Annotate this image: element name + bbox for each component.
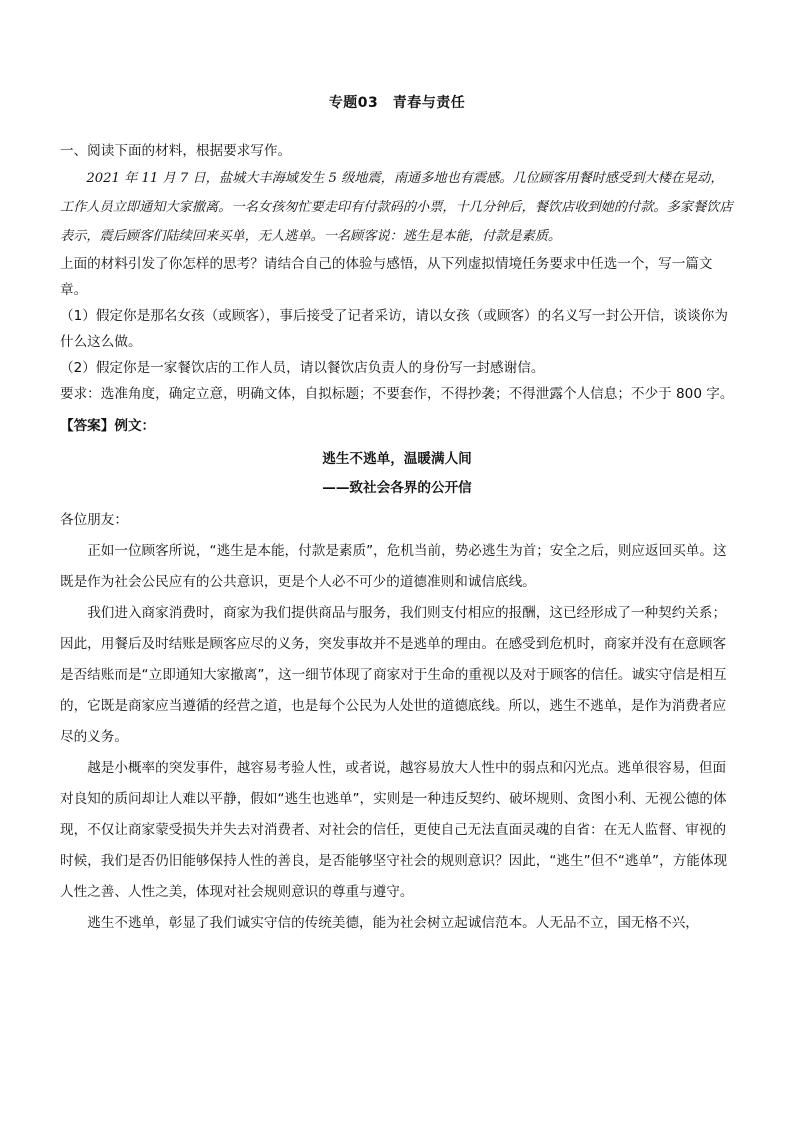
essay-salutation: 各位朋友： <box>60 512 128 528</box>
document-page <box>60 92 734 939</box>
task-1: （1）假定你是那名女孩（或顾客），事后接受了记者采访，请以女孩（或顾客）的名义写一封公开信，谈谈你为什么这么做。 <box>60 308 728 350</box>
writing-prompt: 上面的材料引发了你怎样的思考？请结合自己的体验与感悟，从下列虚拟情境任务要求中任选一个，写一篇文章。 <box>60 256 713 298</box>
material-paragraph: 2021 年 11 月 7 日，盐城大丰海域发生 5 级地震，南通多地也有震感。几位顾客用餐时感受到大楼在晃动，工作人员立即通知大家撤离。一名女孩匆忙要走印有付款码的小票，十几分钟后，餐饮店收到她的付款。多家餐饮店表示，震后顾客们陆续回来买单，无人逃单。一名顾客说：逃生是本能，付款是素质。 <box>60 171 733 244</box>
page-title: 专题03 青春与责任 <box>328 95 466 111</box>
answer-label: 【答案】例文： <box>60 418 156 434</box>
essay-paragraph: 越是小概率的突发事件，越容易考验人性，或者说，越容易放大人性中的弱点和闪光点。逃单很容易，但面对良知的质问却让人难以平静，假如“逃生也逃单”，实则是一种违反契约、破坏规则、贪图小利、无视公德的体现，不仅让商家蒙受损失并失去对消费者、对社会的信任，更使自己无法直面灵魂的自省：在无人监督、审视的时候，我们是否仍旧能够保持人性的善良，是否能够坚守社会的规则意识？因此，“逃生”但不“逃单”，方能体现人性之善、人性之美，体现对社会规则意识的尊重与遵守。 <box>60 760 728 900</box>
essay <box>60 445 734 939</box>
essay-title: 逃生不逃单，温暖满人间 <box>322 451 472 467</box>
essay-paragraph: 逃生不逃单，彰显了我们诚实守信的传统美德，能为社会树立起诚信范本。人无品不立，国无格不兴， <box>87 915 699 931</box>
task-2: （2）假定你是一家餐饮店的工作人员，请以餐饮店负责人的身份写一封感谢信。 <box>60 360 545 376</box>
requirements: 要求：选准角度，确定立意，明确文体，自拟标题；不要套作，不得抄袭；不得泄露个人信息；不少于 800 字。 <box>60 386 734 402</box>
essay-paragraph: 我们进入商家消费时，商家为我们提供商品与服务，我们则支付相应的报酬，这已经形成了一种契约关系；因此，用餐后及时结账是顾客应尽的义务，突发事故并不是逃单的理由。在感受到危机时，商家并没有在意顾客是否结账而是“立即通知大家撤离”，这一细节体现了商家对于生命的重视以及对于顾客的信任。诚实守信是相互的，它既是商家应当遵循的经营之道，也是每个公民为人处世的道德底线。所以，逃生不逃单，是作为消费者应尽的义务。 <box>60 605 727 745</box>
question-heading: 一、阅读下面的材料，根据要求写作。 <box>60 143 292 159</box>
essay-subtitle: ——致社会各界的公开信 <box>322 480 472 496</box>
essay-paragraph: 正如一位顾客所说，“逃生是本能，付款是素质”，危机当前，势必逃生为首；安全之后，则应返回买单。这既是作为社会公民应有的公共意识，更是个人必不可少的道德准则和诚信底线。 <box>60 543 727 590</box>
